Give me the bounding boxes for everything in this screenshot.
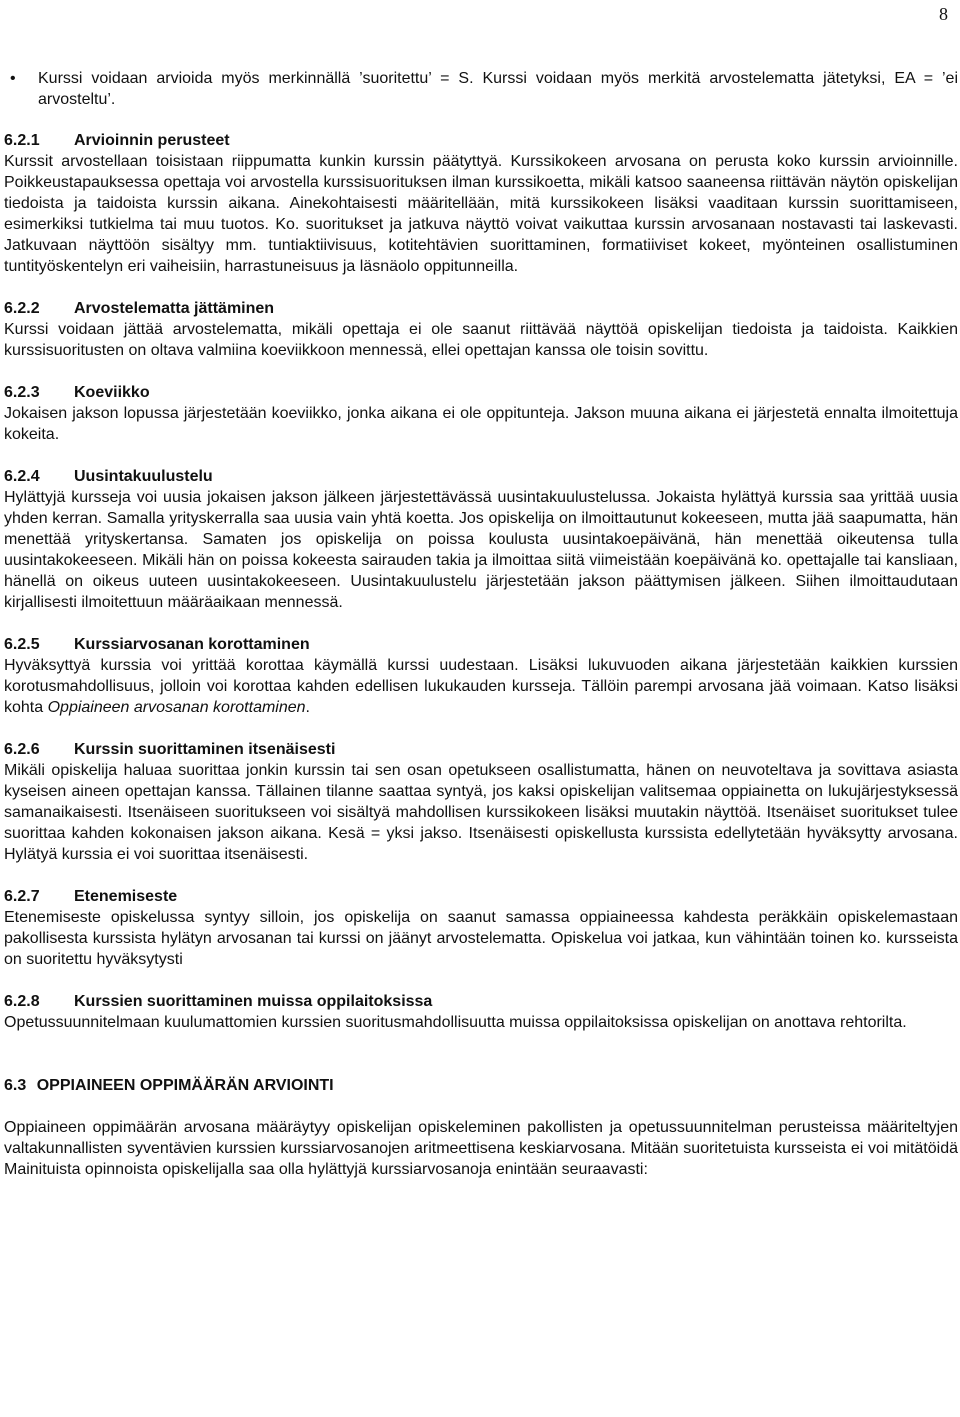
section-heading [4,466,958,487]
section-6-2-8 [4,991,958,1033]
section-title: Kurssin suorittaminen itsenäisesti [74,741,336,758]
section-number: 6.2.8 [4,993,40,1010]
section-heading [4,382,958,403]
section-text: Jokaisen jakson lopussa järjestetään koeviikko, jonka aikana ei ole oppitunteja. Jakson muuna aikana ei järjestetä ennalta ilmoitettuja kokeita. [4,405,958,443]
bullet-icon: • [10,70,16,87]
page-number: 8 [939,4,948,24]
section-number: 6.2.1 [4,132,40,149]
section-heading [4,991,958,1012]
section-6-2-3 [4,382,958,445]
section-heading [4,298,958,319]
section-heading [4,886,958,907]
section-text: Hylättyjä kursseja voi uusia jokaisen jakson jälkeen järjestettävässä uusintakuulustelussa. Jokaista hylättyä kurssia saa yrittää uusia yhden kerran. Samalla yrityskerralla saa uusia vain yhtä koetta. Jos opiskelija on ilmoittautunut kokeeseen, mutta jää saapumatta, hän menettää yrityskertansa. Samaten jos opiskelija on poissa koulusta uusintakoepäivänä, hän menettää oikeutensa tulla uusintakokeeseen. Mikäli hän on poissa kokeesta sairauden takia ja ilmoittaa siitä viimeistään koepäivänä ko. opettajalle tai kansliaan, hänellä on oikeus uuteen uusintakokeeseen. Uusintakuulustelu järjestetään jakson päättymisen jälkeen. Siihen ilmoittaudutaan kirjallisesti ilmoitettuun määräaikaan mennessä. [4,489,958,611]
section-title: Uusintakuulustelu [74,468,213,485]
section-6-2-1 [4,130,958,277]
section-text-end: . [305,699,310,716]
section-text-main: Hyväksyttyä kurssia voi yrittää korottaa käymällä kurssi uudestaan. Lisäksi lukuvuoden aikana järjestetään kaikkien kurssien korotusmahdollisuus, jolloin voi korottaa kahden edellisen lukukauden kursseja. Tällöin parempi arvosana jää voimaan. Katso lisäksi kohta [4,657,958,716]
section-text: Kurssi voidaan jättää arvostelematta, mikäli opettaja ei ole saanut riittävää näyttöä opiskelijan tiedoista ja taidoista. Kaikkien kurssisuoritusten on oltava valmiina koeviikkoon mennessä, ellei opettajan kanssa ole toisin sovittu. [4,321,958,359]
major-heading-title: OPPIAINEEN OPPIMÄÄRÄN ARVIOINTI [36,1077,334,1094]
section-title: Koeviikko [74,384,150,401]
section-text: Mikäli opiskelija haluaa suorittaa jonkin kurssin tai sen osan opetukseen osallistumatta, hänen on neuvoteltava ja sovittava asiasta kyseisen aineen opettajan kanssa. Tällainen tilanne saattaa syntyä, jos kaksi opiskelijan valitsemaa oppiainetta on lukujärjestyksessä samanaikaisesti. Itsenäiseen suoritukseen voi sisältyä mahdollisen kurssikokeen lisäksi muutakin näyttöä. Itsenäiset suoritukset tulee suorittaa kahden kokonaisen jakson aikana. Kesä = yksi jakso. Itsenäisesti opiskellusta kurssista edellytetään hyväksytty arvosana. Hylätyä kurssia ei voi suorittaa itsenäisesti. [4,762,958,863]
document-body [4,68,958,1180]
section-text: Opetussuunnitelmaan kuulumattomien kurssien suoritusmahdollisuutta muissa oppilaitoksissa opiskelijan on anottava rehtorilta. [4,1014,907,1031]
section-title: Arvostelematta jättäminen [74,300,275,317]
section-number: 6.2.6 [4,741,40,758]
section-heading [4,739,958,760]
section-text [4,655,958,718]
section-number: 6.2.3 [4,384,40,401]
section-6-2-4 [4,466,958,613]
section-title: Kurssien suorittaminen muissa oppilaitoksissa [74,993,433,1010]
section-title: Arvioinnin perusteet [74,132,230,149]
bullet-item [4,68,958,110]
bullet-text: Kurssi voidaan arvioida myös merkinnällä ’suoritettu’ = S. Kurssi voidaan myös merkitä arvostelematta jätetyksi, EA = ’ei arvosteltu’. [38,70,958,108]
section-heading [4,130,958,151]
major-section-text: Oppiaineen oppimäärän arvosana määräytyy opiskelijan opiskeleminen pakollisten ja opetussuunnitelman perusteissa määriteltyjen valtakunnallisten syventävien kurssien kurssiarvosanojen aritmeettisena keskiarvosana. Mitään suoritetuista kursseista ei voi mitätöidä Mainituista opinnoista opiskelijalla saa olla hylättyjä kurssiarvosanoja enintään seuraavasti: [4,1119,958,1178]
section-heading [4,634,958,655]
section-title: Kurssiarvosanan korottaminen [74,636,310,653]
section-6-2-7 [4,886,958,970]
section-number: 6.2.7 [4,888,40,905]
section-number: 6.2.2 [4,300,40,317]
major-heading-number: 6.3 [4,1077,27,1094]
section-number: 6.2.5 [4,636,40,653]
section-number: 6.2.4 [4,468,40,485]
section-text: Etenemiseste opiskelussa syntyy silloin, jos opiskelija on saanut samassa oppiaineessa kahdesta peräkkäin opiskelemastaan pakollisesta kurssista hylätyn arvosanan tai kurssi on jäänyt arvostelematta. Opiskelua voi jatkaa, kun vähintään toinen ko. kursseista on suoritettu hyväksytysti [4,909,958,968]
section-title: Etenemiseste [74,888,178,905]
section-text-emphasis: Oppiaineen arvosanan korottaminen [47,699,306,716]
section-6-2-6 [4,739,958,865]
major-heading [4,1075,958,1096]
section-6-2-5 [4,634,958,718]
section-text: Kurssit arvostellaan toisistaan riippumatta kunkin kurssin päätyttyä. Kurssikokeen arvosana on perusta koko kurssin arvioinnille. Poikkeustapauksessa opettaja voi arvostella kurssisuorituksen ilman kurssikoetta, mikäli katsoo saaneensa riittävän näytön opiskelijan tiedoista ja taidoista kurssin aikana. Ainekohtaisesti määritellään, mitä kurssikokeen lisäksi vaaditaan kurssin suorittamiseen, esimerkiksi tutkielma tai muu tuotos. Ko. suoritukset ja jatkuva näyttö voivat vaikuttaa kurssin arvosanaan nostavasti tai laskevasti. Jatkuvaan näyttöön sisältyy mm. tuntiaktiivisuus, kotitehtävien suorittaminen, formatiiviset kokeet, myönteinen osallistuminen tuntityöskentelyn eri vaiheisiin, harrastuneisuus ja läsnäolo oppitunneilla. [4,153,958,275]
section-6-2-2 [4,298,958,361]
